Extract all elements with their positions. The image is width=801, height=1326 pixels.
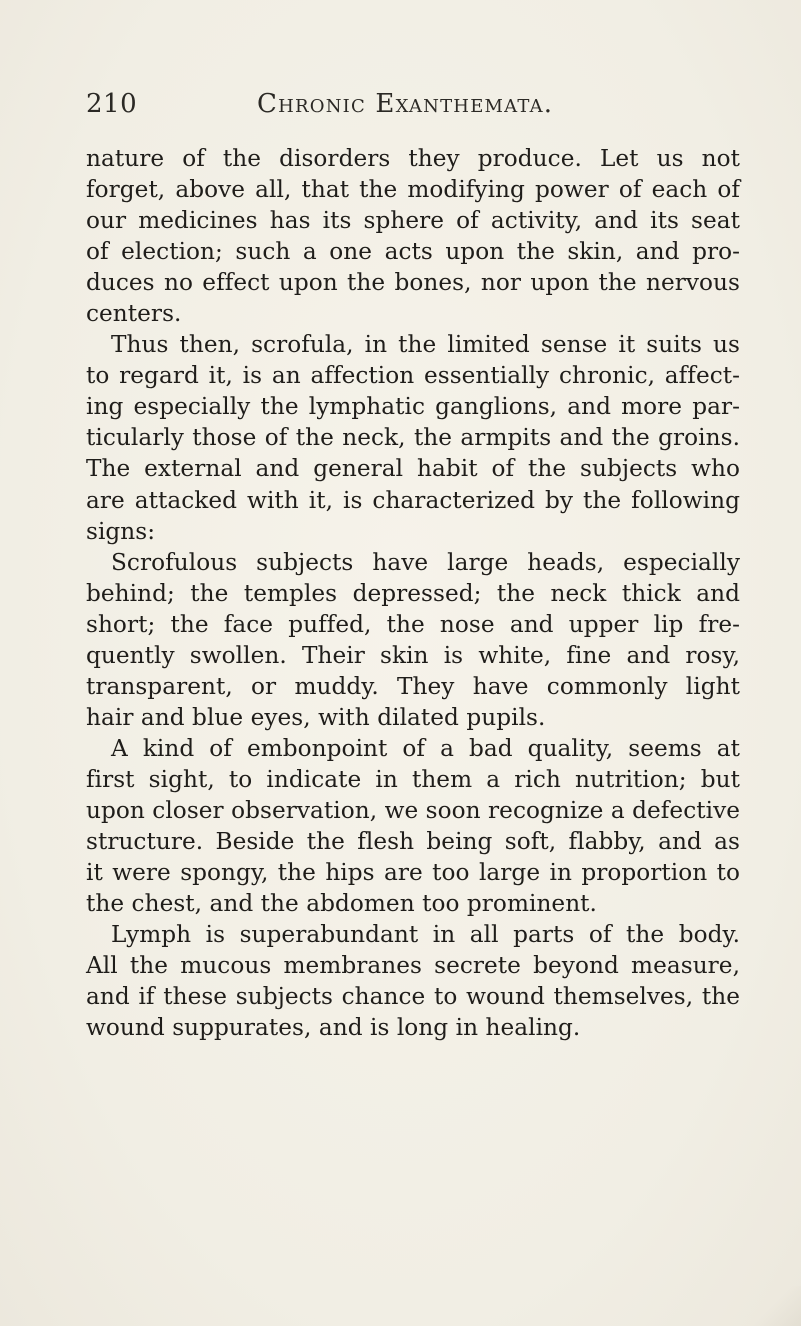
- text-line: Lymph is superabundant in all parts of the body.: [111, 921, 740, 949]
- text-line: and if these subjects chance to wound themselves, the: [86, 983, 740, 1011]
- text-line: A kind of embonpoint of a bad quality, seems at: [111, 734, 740, 762]
- text-line: ing especially the lymphatic ganglions, and more par-: [86, 393, 740, 421]
- text-line: transparent, or muddy. They have commonly light: [86, 672, 740, 700]
- text-line: ticularly those of the neck, the armpits and the groins.: [86, 424, 740, 452]
- text-line: upon closer observation, we soon recognize a defective: [86, 796, 740, 824]
- text-line: hair and blue eyes, with dilated pupils.: [86, 703, 546, 731]
- text-line: are attacked with it, is characterized by the following: [86, 486, 740, 514]
- text-line: The external and general habit of the subjects who: [86, 455, 740, 483]
- text-line: structure. Beside the flesh being soft, flabby, and as: [86, 828, 740, 856]
- text-line: All the mucous membranes secrete beyond measure,: [86, 952, 740, 980]
- text-line: signs:: [86, 517, 156, 545]
- body-text: [86, 143, 740, 1043]
- text-line: centers.: [86, 300, 182, 328]
- text-line: it were spongy, the hips are too large in proportion to: [86, 859, 740, 887]
- text-line: forget, above all, that the modifying power of each of: [86, 176, 740, 204]
- page-header: [86, 89, 746, 125]
- scan-shading: [741, 1286, 801, 1326]
- page-number: 210: [86, 89, 138, 119]
- text-line: our medicines has its sphere of activity, and its seat: [86, 207, 740, 235]
- text-line: short; the face puffed, the nose and upper lip fre-: [86, 610, 740, 638]
- text-line: first sight, to indicate in them a rich nutrition; but: [86, 765, 740, 793]
- text-line: behind; the temples depressed; the neck thick and: [86, 579, 740, 607]
- text-line: the chest, and the abdomen too prominent.: [86, 890, 597, 918]
- text-line: quently swollen. Their skin is white, fine and rosy,: [86, 641, 740, 669]
- text-line: Scrofulous subjects have large heads, especially: [111, 548, 740, 576]
- text-line: to regard it, is an affection essentially chronic, affect-: [86, 362, 740, 390]
- text-line: nature of the disorders they produce. Let us not: [86, 145, 740, 172]
- text-line: of election; such a one acts upon the skin, and pro-: [86, 238, 740, 266]
- text-line: duces no effect upon the bones, nor upon the nervous: [86, 269, 740, 297]
- text-line: Thus then, scrofula, in the limited sense it suits us: [111, 331, 740, 359]
- text-line: wound suppurates, and is long in healing.: [86, 1014, 581, 1042]
- running-head: Chronic Exanthemata.: [257, 89, 554, 119]
